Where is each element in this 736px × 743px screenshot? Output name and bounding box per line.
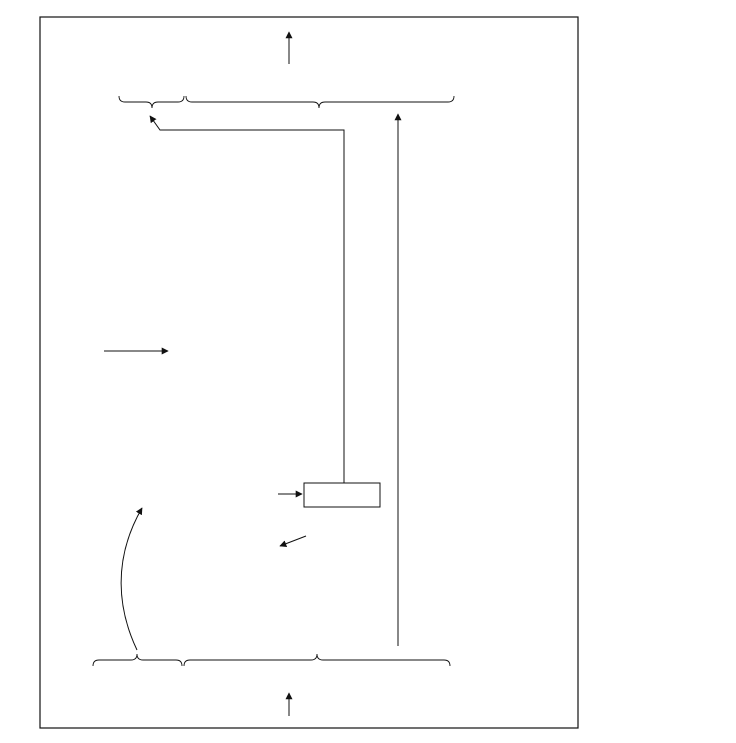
virtual-page-index-arrow — [121, 508, 142, 650]
present-bit-arrow — [280, 536, 306, 546]
frame-output-box — [304, 483, 380, 507]
output-address-braces — [119, 96, 454, 108]
input-address-braces — [93, 654, 450, 666]
frame-to-output-line — [150, 116, 344, 483]
diagram-frame — [40, 17, 578, 728]
